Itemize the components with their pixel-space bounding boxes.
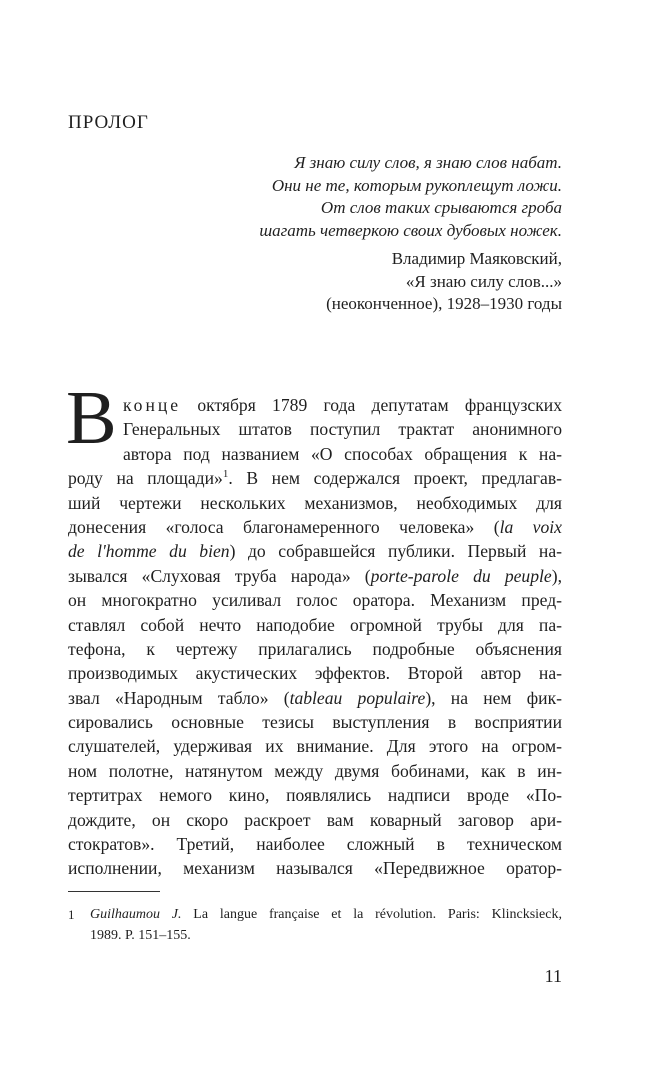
line-text: ) до собравшейся публики. Первый на- bbox=[229, 541, 563, 562]
italic-term: porte-parole du peuple bbox=[370, 565, 552, 586]
footnote-divider bbox=[68, 891, 160, 892]
line-text: донесения «голоса благонамеренного человека» ( bbox=[68, 516, 500, 537]
body-line bbox=[68, 564, 562, 588]
epigraph-line: Я знаю силу слов, я знаю слов набат. bbox=[294, 153, 562, 172]
line-text: октября 1789 года депутатам французских bbox=[181, 395, 562, 415]
italic-term: tableau populaire bbox=[289, 687, 426, 708]
footnote-number: 1 bbox=[68, 907, 75, 922]
epigraph-line: шагать четверкою своих дубовых ножек. bbox=[259, 220, 562, 240]
epigraph-line: От слов таких срываются гроба bbox=[320, 198, 562, 217]
body-line: исполнении, механизм назывался «Передвижное оратор- bbox=[68, 858, 562, 879]
body-line: стократов». Третий, наиболее сложный в техническом bbox=[68, 834, 562, 855]
footnote-author: Guilhaumou J. bbox=[90, 907, 182, 922]
epigraph-line: Они не те, которым рукоплещут ложи. bbox=[271, 175, 562, 195]
italic-term: de l'homme du bien bbox=[68, 541, 230, 562]
body-line: дождите, он скоро раскроет вам коварный заговор ари- bbox=[68, 809, 562, 830]
body-line bbox=[68, 515, 562, 539]
line-text: роду на площади» bbox=[68, 468, 223, 489]
body-line: сировались основные тезисы выступления в восприятии bbox=[68, 712, 562, 733]
line-text: звал «Народным табло» ( bbox=[68, 687, 290, 708]
body-line bbox=[68, 539, 562, 563]
body-line bbox=[68, 466, 562, 490]
drop-cap: В bbox=[66, 376, 117, 460]
footnote-line bbox=[90, 904, 562, 925]
body-line bbox=[68, 491, 562, 515]
line-text: ), на нем фик- bbox=[425, 687, 562, 708]
body-line: ном полотне, натянутом между двумя бобинами, как в ин- bbox=[68, 760, 562, 781]
body-line: производимых акустических эффектов. Второй автор на- bbox=[68, 663, 562, 684]
body-line: Генеральных штатов поступил трактат анонимного bbox=[123, 419, 562, 440]
spaced-word: конце bbox=[123, 395, 182, 415]
body-line bbox=[68, 393, 562, 417]
epigraph-attribution bbox=[200, 248, 562, 316]
line-text: ший чертежи нескольких механизмов, необходимых для bbox=[68, 492, 562, 513]
body-line: ставлял собой нечто наподобие огромной трубы для па- bbox=[68, 614, 562, 635]
body-line: тефона, к чертежу прилагались подробные объяснения bbox=[68, 638, 562, 659]
footnote-citation: La langue française et la révolution. Paris: Klincksieck, bbox=[181, 907, 562, 922]
footnote-ref[interactable]: 1 bbox=[222, 468, 229, 481]
italic-term: la voix bbox=[499, 516, 562, 537]
body-line: слушателей, удерживая их внимание. Для этого на огром- bbox=[68, 736, 562, 757]
line-text: ), bbox=[551, 565, 562, 586]
epigraph bbox=[200, 152, 562, 316]
body-line: тертитрах немого кино, появлялись надписи вроде «По- bbox=[68, 785, 562, 806]
attribution-line: «Я знаю силу слов...» bbox=[405, 271, 562, 291]
body-line bbox=[68, 686, 562, 710]
footnote-line: 1989. P. 151–155. bbox=[90, 928, 191, 943]
epigraph-verse bbox=[200, 152, 562, 242]
line-text: . В нем содержался проект, предлагав- bbox=[228, 468, 562, 489]
body-line: он многократно усиливал голос оратора. Механизм пред- bbox=[68, 590, 562, 611]
body-line: автора под названием «О способах обращения к на- bbox=[123, 443, 562, 464]
body-text bbox=[68, 393, 562, 881]
chapter-heading: ПРОЛОГ bbox=[68, 112, 149, 133]
footnote bbox=[68, 904, 562, 946]
attribution-line: Владимир Маяковский, bbox=[391, 249, 562, 268]
attribution-line: (неоконченное), 1928–1930 годы bbox=[326, 294, 562, 313]
line-text: зывался «Слуховая труба народа» ( bbox=[68, 565, 371, 586]
page-number: 11 bbox=[544, 966, 562, 986]
